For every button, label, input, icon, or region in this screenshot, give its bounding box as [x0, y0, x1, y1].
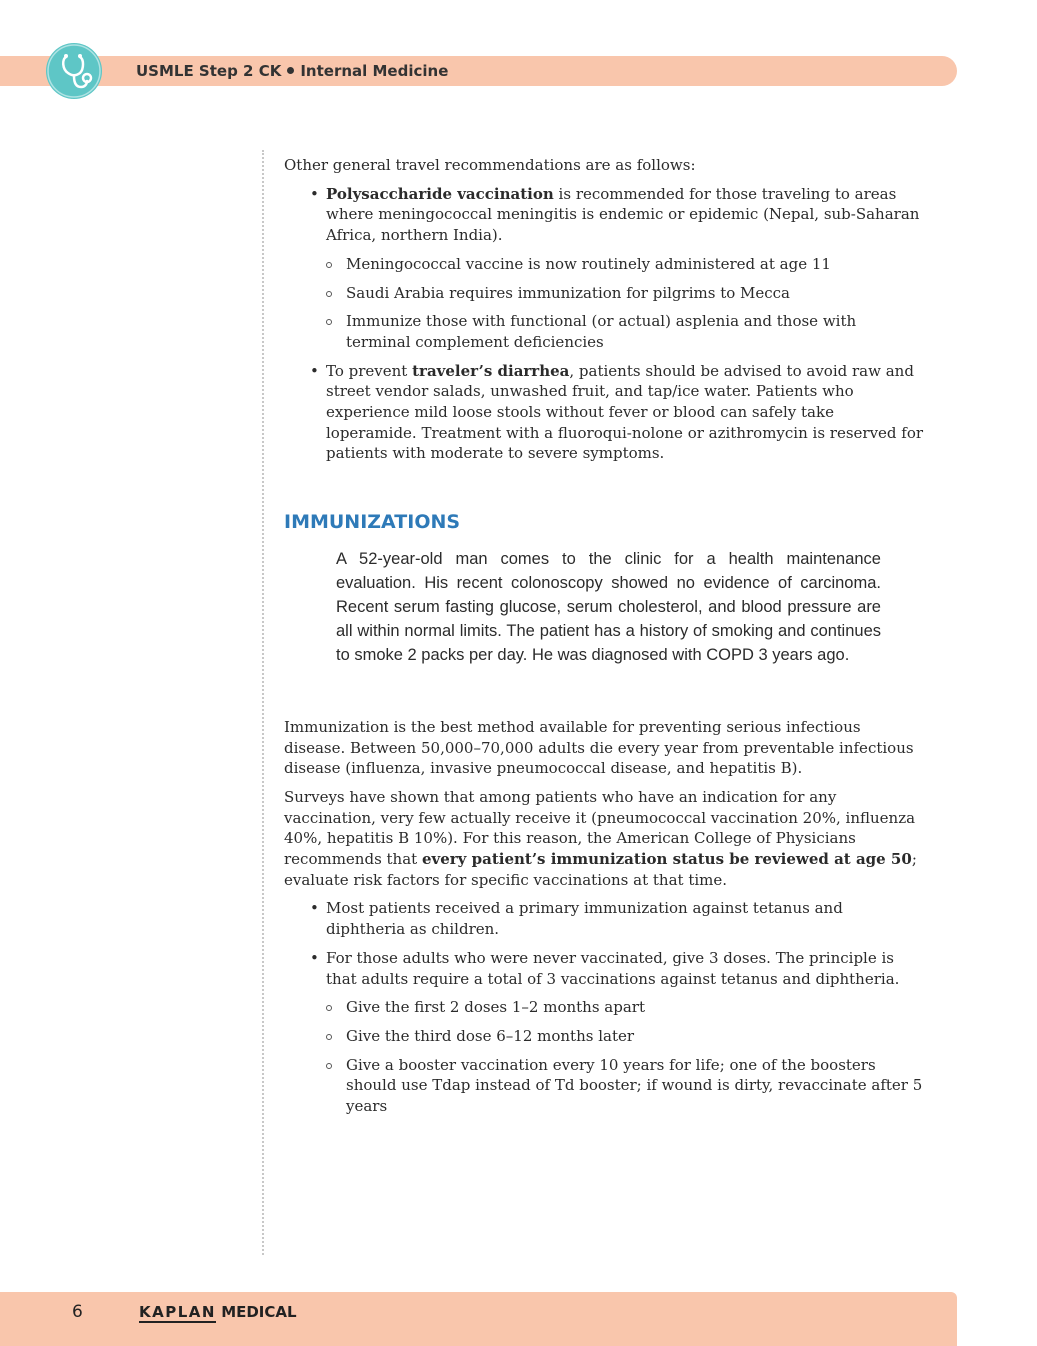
sub-list-item: Give the first 2 doses 1–2 months apart	[284, 997, 924, 1018]
travel-intro: Other general travel recommendations are as follows:	[284, 156, 696, 174]
clinical-case: A 52-year-old man comes to the clinic for a health maintenance evaluation. His recent colonoscopy showed no evidence of carcinoma. Recent serum fasting glucose, serum cholesterol, and blood pressure are all within normal limits. The patient has a history of smoking and continues to smoke 2 packs per day. He was diagnosed with COPD 3 years ago.	[336, 549, 881, 664]
paragraph-text: Surveys have shown that among patients who have an indication for any vaccination, very few actually receive it (pneumococcal vaccination 20%, influenza 40%, hepatitis B 10%). For this reason, the American College of Physicians recommends that	[284, 787, 916, 869]
travel-list	[284, 184, 924, 464]
brand-name: KAPLAN	[139, 1303, 216, 1321]
publisher-logo	[139, 1303, 297, 1321]
list-item	[284, 361, 924, 465]
stethoscope-icon	[46, 43, 102, 99]
running-header	[136, 62, 448, 80]
item-text: is recommended for those traveling to areas where meningococcal meningitis is endemic or epidemic (Nepal, sub-Saharan Africa, northern India).	[326, 184, 920, 245]
paragraph: Immunization is the best method available for preventing serious infectious disease. Between 50,000–70,000 adults die every year from preventable infectious disease (influenza, invasive pneumococcal disease, and hepatitis B).	[284, 717, 914, 778]
brand-suffix: MEDICAL	[221, 1303, 297, 1321]
page-content	[284, 155, 924, 1125]
bold-term: Polysaccharide vaccination	[326, 184, 554, 203]
sub-list-item: Immunize those with functional (or actual) asplenia and those with terminal complement deficiencies	[284, 311, 924, 352]
immunization-list	[284, 898, 924, 1116]
bold-term: traveler’s diarrhea	[412, 361, 570, 380]
paragraph	[284, 787, 924, 891]
page-number: 6	[72, 1302, 83, 1322]
chapter-subject: Internal Medicine	[300, 62, 449, 80]
list-item: • Most patients received a primary immunization against tetanus and diphtheria as children.	[284, 898, 924, 939]
section-heading: IMMUNIZATIONS	[284, 511, 461, 534]
list-item: • For those adults who were never vaccinated, give 3 doses. The principle is that adults require a total of 3 vaccinations against tetanus and diphtheria.	[284, 948, 924, 989]
item-text: , patients should be advised to avoid raw and street vendor salads, unwashed fruit, and tap/ice water. Patients who experience mild loose stools without fever or blood can safely take loperamide. Treatment with a fluoroqui-nolone or azithromycin is reserved for patients with moderate to severe symptoms.	[326, 361, 924, 463]
sub-list-item: Meningococcal vaccine is now routinely administered at age 11	[284, 254, 924, 275]
bullet-dot-icon	[287, 67, 294, 74]
item-text: To prevent	[326, 361, 413, 380]
sub-list-item: Give a booster vaccination every 10 years for life; one of the boosters should use Tdap instead of Td booster; if wound is dirty, revaccinate after 5 years	[284, 1055, 924, 1117]
sub-list-item: Give the third dose 6–12 months later	[284, 1026, 924, 1047]
book-title: USMLE Step 2 CK	[136, 62, 282, 80]
sub-list-item: Saudi Arabia requires immunization for pilgrims to Mecca	[284, 283, 924, 304]
paragraph-text: ; evaluate risk factors for specific vaccinations at that time.	[284, 850, 917, 889]
list-item	[284, 184, 924, 246]
bold-term: every patient’s immunization status be reviewed at age 50	[421, 850, 912, 869]
margin-rule	[262, 150, 264, 1255]
